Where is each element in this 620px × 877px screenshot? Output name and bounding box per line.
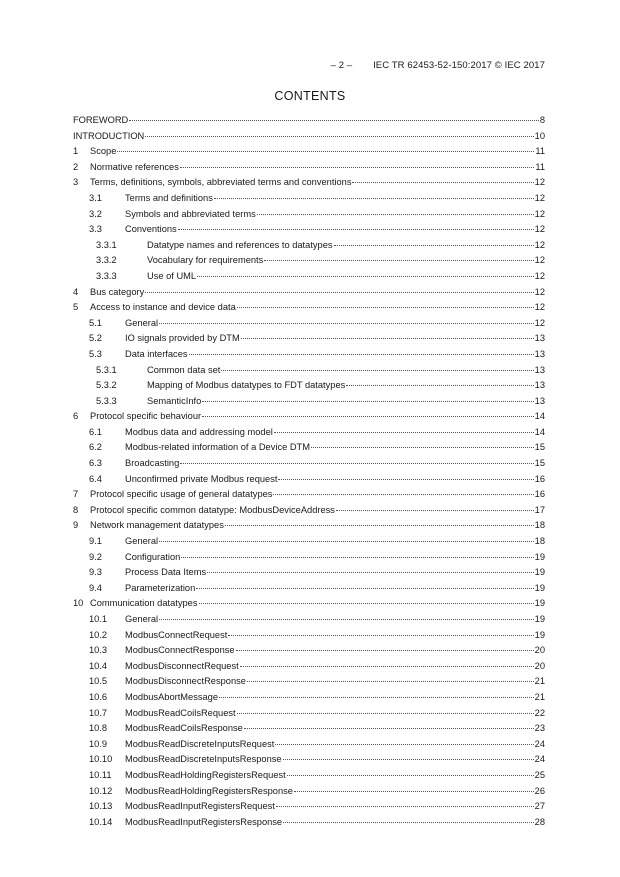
toc-dot-leader	[237, 713, 534, 714]
toc-entry-title: Normative references	[90, 161, 179, 172]
toc-entry-page: 15	[534, 442, 545, 453]
toc-entry-page: 12	[534, 302, 545, 313]
toc-entry-page: 25	[534, 769, 545, 780]
page-header	[0, 60, 545, 71]
toc-entry-page: 16	[534, 489, 545, 500]
toc-entry-page: 22	[534, 707, 545, 718]
toc-entry-page: 15	[534, 458, 545, 469]
toc-entry-title: ModbusConnectRequest	[125, 629, 228, 640]
toc-entry-number: 7	[73, 489, 79, 500]
toc-entry-title: Terms, definitions, symbols, abbreviated terms and conventions	[90, 177, 352, 188]
toc-entry-page: 19	[534, 582, 545, 593]
toc-entry-page: 19	[534, 614, 545, 624]
toc-entry-number: 5.2	[89, 333, 102, 344]
toc-dot-leader	[145, 292, 533, 293]
toc-dot-leader	[189, 354, 534, 355]
toc-dot-leader	[336, 510, 534, 511]
toc-entry-page: 12	[534, 239, 545, 250]
toc-entry-number: 5.3.3	[96, 395, 117, 406]
toc-entry-page: 18	[534, 520, 545, 531]
toc-entry[interactable]	[73, 534, 545, 550]
toc-entry-title: ModbusAbortMessage	[125, 691, 219, 702]
toc-entry[interactable]	[73, 316, 545, 332]
toc-entry-number: 3.3.3	[96, 270, 117, 281]
toc-dot-leader	[117, 151, 534, 152]
toc-dot-leader	[274, 432, 534, 433]
toc-entry-number: 3.1	[89, 192, 102, 203]
toc-entry-number: 3.3.2	[96, 255, 117, 266]
page-number: – 2 –	[330, 60, 353, 71]
toc-entry[interactable]	[73, 550, 545, 566]
toc-entry-page: 13	[534, 364, 545, 375]
toc-entry-number: 10	[73, 598, 84, 609]
toc-entry-page: 10	[534, 130, 545, 141]
toc-entry-number: 10.3	[89, 645, 108, 656]
toc-entry[interactable]	[73, 799, 545, 815]
toc-entry[interactable]	[73, 191, 545, 207]
toc-entry-page: 12	[534, 177, 545, 188]
toc-dot-leader	[129, 120, 539, 121]
toc-entry-number: 10.14	[89, 816, 113, 827]
toc-entry-title: ModbusReadDiscreteInputsResponse	[125, 754, 282, 765]
toc-entry-title: General	[125, 614, 159, 624]
toc-entry-title: ModbusDisconnectResponse	[125, 676, 246, 687]
toc-entry-title: Modbus data and addressing model	[125, 426, 273, 437]
toc-entry[interactable]	[73, 425, 545, 441]
toc-dot-leader	[264, 260, 533, 261]
toc-entry[interactable]	[73, 487, 545, 503]
toc-entry-number: 10.13	[89, 801, 113, 812]
toc-entry-page: 8	[539, 115, 545, 125]
toc-entry-number: 3.2	[89, 208, 102, 219]
toc-entry[interactable]	[73, 643, 545, 659]
toc-entry-number: 9.1	[89, 536, 102, 547]
toc-entry-number: 9.2	[89, 551, 102, 562]
toc-dot-leader	[283, 759, 534, 760]
toc-entry[interactable]	[73, 129, 545, 145]
toc-dot-leader	[197, 276, 534, 277]
toc-dot-leader	[219, 697, 534, 698]
toc-dot-leader	[240, 666, 534, 667]
toc-entry-number: 6	[73, 411, 79, 422]
toc-dot-leader	[196, 588, 533, 589]
toc-entry[interactable]	[73, 175, 545, 191]
toc-entry-page: 21	[534, 691, 545, 702]
toc-entry-number: 6.2	[89, 442, 102, 453]
toc-entry-page: 24	[534, 754, 545, 765]
document-reference: IEC TR 62453-52-150:2017 © IEC 2017	[373, 60, 545, 71]
toc-dot-leader	[294, 791, 534, 792]
toc-entry-number: 9	[73, 520, 79, 531]
toc-entry-page: 28	[534, 816, 545, 827]
toc-entry[interactable]	[73, 160, 545, 176]
toc-entry-page: 13	[534, 348, 545, 359]
toc-entry-page: 12	[534, 270, 545, 281]
toc-entry-number: 5.3.1	[96, 364, 117, 375]
toc-entry-number: 10.4	[89, 660, 108, 671]
toc-entry-title: Symbols and abbreviated terms	[125, 208, 256, 219]
toc-entry[interactable]	[73, 784, 545, 800]
toc-entry-title: ModbusReadCoilsResponse	[125, 723, 243, 734]
toc-entry-number: 2	[73, 161, 79, 172]
toc-entry-title: ModbusReadCoilsRequest	[125, 707, 236, 718]
toc-entry-number: 4	[73, 286, 79, 297]
toc-entry-number: 10.1	[89, 614, 108, 624]
toc-entry-page: 12	[534, 286, 545, 297]
toc-entry[interactable]	[73, 581, 545, 597]
toc-entry[interactable]	[73, 674, 545, 690]
toc-dot-leader	[180, 167, 534, 168]
toc-entry-title: Use of UML	[147, 270, 197, 281]
toc-entry-number: 10.7	[89, 707, 108, 718]
toc-entry-number: 10.6	[89, 691, 108, 702]
toc-entry[interactable]	[73, 456, 545, 472]
toc-entry-page: 14	[534, 411, 545, 422]
toc-dot-leader	[178, 229, 534, 230]
toc-entry-title: General	[125, 536, 159, 547]
toc-dot-leader	[346, 385, 533, 386]
toc-dot-leader	[180, 463, 533, 464]
toc-entry[interactable]	[73, 565, 545, 581]
toc-dot-leader	[199, 603, 534, 604]
toc-entry[interactable]	[73, 394, 545, 410]
toc-entry-page: 20	[534, 645, 545, 656]
toc-entry-number: 5.3	[89, 348, 102, 359]
toc-entry-number: 10.5	[89, 676, 108, 687]
toc-entry-number: 6.1	[89, 426, 102, 437]
toc-entry[interactable]	[73, 659, 545, 675]
toc-dot-leader	[273, 494, 533, 495]
toc-entry-title: Access to instance and device data	[90, 302, 236, 313]
toc-dot-leader	[283, 822, 534, 823]
toc-entry-number: 5.3.2	[96, 380, 117, 391]
toc-entry-title: INTRODUCTION	[73, 130, 145, 141]
toc-entry-title: General	[125, 317, 159, 328]
toc-entry[interactable]	[73, 347, 545, 363]
toc-entry-title: Process Data Items	[125, 567, 207, 578]
toc-entry-title: Unconfirmed private Modbus request	[125, 473, 278, 484]
toc-entry-page: 12	[534, 208, 545, 219]
toc-entry[interactable]	[73, 612, 545, 628]
toc-entry-number: 10.12	[89, 785, 113, 796]
toc-dot-leader	[181, 557, 533, 558]
toc-entry-number: 10.9	[89, 738, 108, 749]
toc-entry[interactable]	[73, 144, 545, 160]
toc-entry-title: Communication datatypes	[90, 598, 198, 609]
toc-entry[interactable]	[73, 269, 545, 285]
toc-entry-number: 5	[73, 302, 79, 313]
toc-entry-title: Bus category	[90, 286, 145, 297]
toc-entry-title: Data interfaces	[125, 348, 188, 359]
toc-entry[interactable]	[73, 440, 545, 456]
toc-entry-page: 23	[534, 723, 545, 734]
toc-entry[interactable]	[73, 363, 545, 379]
toc-dot-leader	[311, 447, 534, 448]
toc-dot-leader	[228, 635, 533, 636]
toc-entry-title: Terms and definitions	[125, 192, 213, 203]
toc-entry[interactable]	[73, 690, 545, 706]
toc-entry-page: 19	[534, 598, 545, 609]
toc-entry-title: Protocol specific common datatype: ModbusDeviceAddress	[90, 504, 335, 515]
toc-entry-page: 13	[534, 380, 545, 391]
toc-entry-title: Scope	[90, 146, 117, 157]
toc-entry-page: 14	[534, 426, 545, 437]
toc-entry-title: Network management datatypes	[90, 520, 224, 531]
toc-entry-title: FOREWORD	[73, 115, 129, 125]
toc-entry[interactable]	[73, 768, 545, 784]
toc-entry-number: 3	[73, 177, 79, 188]
toc-entry-title: Datatype names and references to datatypes	[147, 239, 333, 250]
toc-entry-title: Protocol specific usage of general datatypes	[90, 489, 273, 500]
toc-dot-leader	[334, 245, 534, 246]
toc-dot-leader	[207, 572, 534, 573]
toc-entry-title: Common data set	[147, 364, 221, 375]
toc-entry-number: 10.10	[89, 754, 113, 765]
toc-entry-title: Conventions	[125, 224, 177, 235]
toc-entry-page: 12	[534, 255, 545, 266]
toc-dot-leader	[145, 136, 533, 137]
toc-entry-title: IO signals provided by DTM	[125, 333, 240, 344]
toc-dot-leader	[257, 214, 534, 215]
toc-entry-number: 9.4	[89, 582, 102, 593]
toc-dot-leader	[352, 182, 533, 183]
toc-entry[interactable]	[73, 331, 545, 347]
toc-entry-page: 11	[535, 161, 545, 172]
toc-entry-number: 6.4	[89, 473, 102, 484]
toc-dot-leader	[159, 323, 534, 324]
toc-entry[interactable]	[73, 113, 545, 129]
toc-entry[interactable]	[73, 721, 545, 737]
toc-dot-leader	[225, 525, 534, 526]
toc-entry[interactable]	[73, 300, 545, 316]
toc-entry-page: 11	[535, 146, 545, 157]
toc-entry-page: 16	[534, 473, 545, 484]
toc-dot-leader	[214, 198, 534, 199]
toc-dot-leader	[237, 307, 534, 308]
contents-title: CONTENTS	[274, 89, 346, 103]
toc-entry[interactable]	[73, 518, 545, 534]
toc-entry-number: 10.2	[89, 629, 108, 640]
toc-entry-title: ModbusConnectResponse	[125, 645, 235, 656]
toc-entry-page: 17	[534, 504, 545, 515]
toc-dot-leader	[287, 775, 534, 776]
toc-dot-leader	[236, 650, 534, 651]
toc-entry-title: Parameterization	[125, 582, 196, 593]
toc-entry[interactable]	[73, 815, 545, 831]
toc-dot-leader	[202, 416, 534, 417]
toc-entry-number: 6.3	[89, 458, 102, 469]
toc-entry[interactable]	[73, 737, 545, 753]
toc-entry-title: ModbusDisconnectRequest	[125, 660, 239, 671]
toc-entry-title: Broadcasting	[125, 458, 180, 469]
toc-entry-number: 1	[73, 146, 79, 157]
toc-entry[interactable]	[73, 503, 545, 519]
toc-entry-title: SemanticInfo	[147, 395, 202, 406]
toc-entry-page: 21	[534, 676, 545, 687]
toc-entry-title: Protocol specific behaviour	[90, 411, 202, 422]
toc-entry-number: 5.1	[89, 317, 102, 328]
toc-dot-leader	[202, 401, 533, 402]
toc-entry-page: 13	[534, 333, 545, 344]
toc-dot-leader	[159, 541, 534, 542]
toc-entry[interactable]	[73, 207, 545, 223]
toc-entry-page: 19	[534, 551, 545, 562]
toc-entry-page: 12	[534, 317, 545, 328]
toc-entry-number: 3.3	[89, 224, 102, 235]
toc-entry[interactable]	[73, 752, 545, 768]
toc-entry-title: Configuration	[125, 551, 181, 562]
toc-entry-title: Vocabulary for requirements	[147, 255, 264, 266]
toc-entry-title: Modbus-related information of a Device DTM	[125, 442, 310, 453]
toc-entry[interactable]	[73, 378, 545, 394]
toc-entry-title: ModbusReadHoldingRegistersResponse	[125, 785, 293, 796]
toc-entry-title: ModbusReadInputRegistersRequest	[125, 801, 275, 812]
toc-entry-number: 3.3.1	[96, 239, 117, 250]
toc-entry-page: 26	[534, 785, 545, 796]
toc-entry-title: ModbusReadInputRegistersResponse	[125, 816, 283, 827]
toc-entry-page: 19	[534, 629, 545, 640]
toc-entry-title: Mapping of Modbus datatypes to FDT datatypes	[147, 380, 346, 391]
toc-dot-leader	[244, 728, 534, 729]
toc-entry-page: 13	[534, 395, 545, 406]
toc-entry-page: 27	[534, 801, 545, 812]
toc-entry-number: 10.11	[89, 769, 112, 780]
toc-entry[interactable]	[73, 253, 545, 269]
toc-entry-number: 10.8	[89, 723, 108, 734]
toc-dot-leader	[221, 370, 533, 371]
toc-entry-page: 18	[534, 536, 545, 547]
toc-entry[interactable]	[73, 628, 545, 644]
toc-entry-title: ModbusReadDiscreteInputsRequest	[125, 738, 275, 749]
toc-entry-page: 24	[534, 738, 545, 749]
toc-entry-number: 8	[73, 504, 79, 515]
toc-dot-leader	[159, 619, 534, 620]
table-of-contents	[73, 113, 545, 830]
toc-entry[interactable]	[73, 222, 545, 238]
toc-entry-page: 19	[534, 567, 545, 578]
toc-entry-number: 9.3	[89, 567, 102, 578]
toc-dot-leader	[278, 479, 533, 480]
toc-entry-title: ModbusReadHoldingRegistersRequest	[125, 769, 286, 780]
toc-entry[interactable]	[73, 238, 545, 254]
toc-dot-leader	[276, 806, 534, 807]
toc-entry-page: 12	[534, 192, 545, 203]
toc-dot-leader	[247, 681, 534, 682]
toc-entry-page: 20	[534, 660, 545, 671]
toc-entry[interactable]	[73, 472, 545, 488]
toc-entry[interactable]	[73, 706, 545, 722]
toc-entry[interactable]	[73, 409, 545, 425]
toc-dot-leader	[241, 338, 534, 339]
toc-dot-leader	[275, 744, 533, 745]
toc-entry[interactable]	[73, 285, 545, 301]
toc-entry[interactable]	[73, 596, 545, 612]
toc-entry-page: 12	[534, 224, 545, 235]
